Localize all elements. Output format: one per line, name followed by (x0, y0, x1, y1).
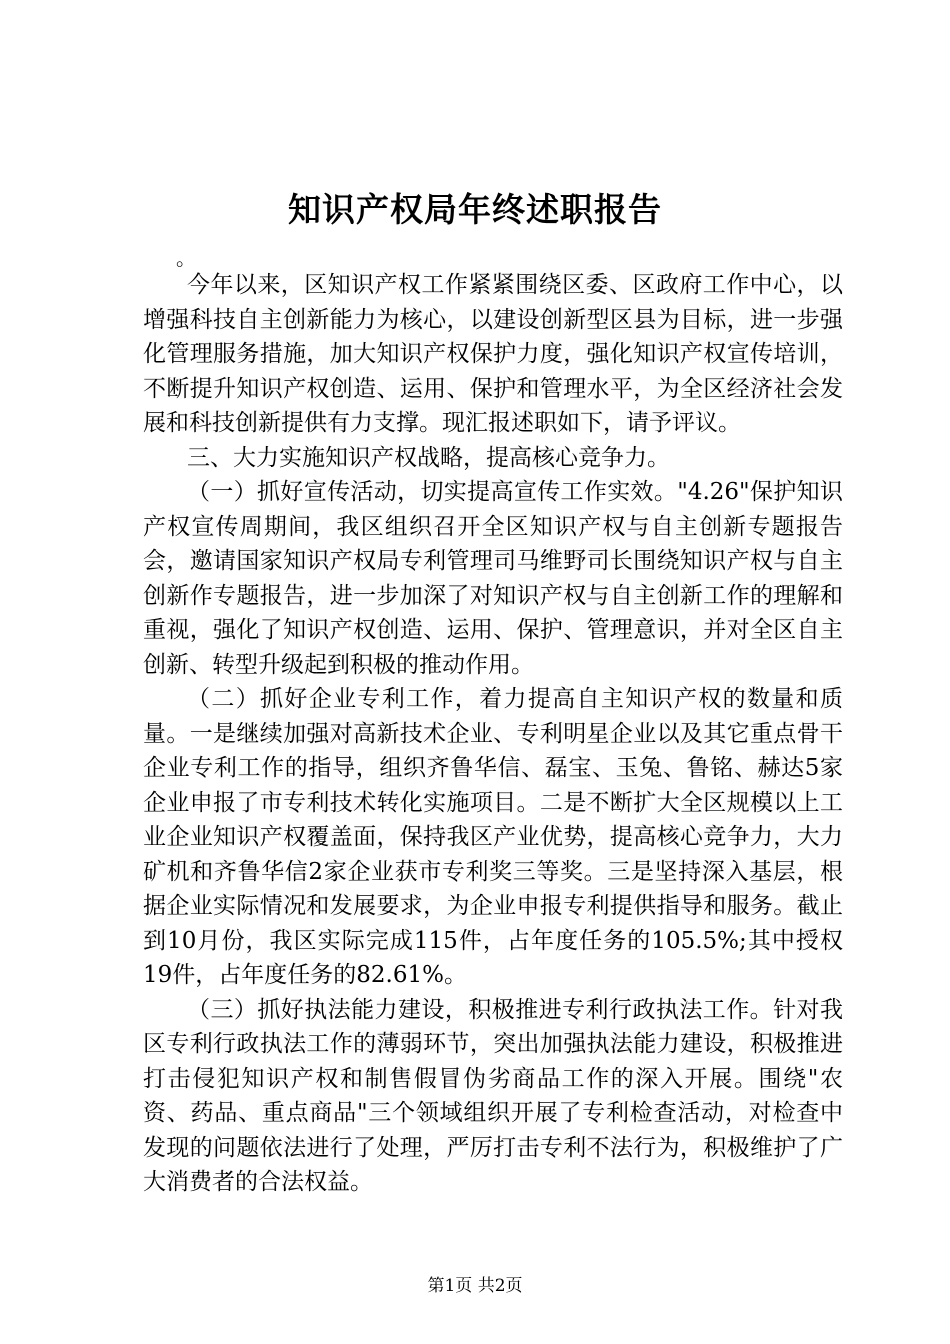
lead-mark: 。 (176, 246, 196, 270)
paragraph-patents: （二）抓好企业专利工作，着力提高自主知识产权的数量和质量。一是继续加强对高新技术企业、专利明星企业以及其它重点骨干企业专利工作的指导，组织齐鲁华信、磊宝、玉兔、鲁铭、赫达5家企业申报了市专利技术转化实施项目。二是不断扩大全区规模以上工业企业知识产权覆盖面，保持我区产业优势，提高核心竞争力，大力矿机和齐鲁华信2家企业获市专利奖三等奖。三是坚持深入基层，根据企业实际情况和发展要求，为企业申报专利提供指导和服务。截止到10月份，我区实际完成115件，占年度任务的105.5%;其中授权19件，占年度任务的82.61%。 (143, 686, 843, 988)
paragraph-publicity: （一）抓好宣传活动，切实提高宣传工作实效。"4.26"保护知识产权宣传周期间，我区组织召开全区知识产权与自主创新专题报告会，邀请国家知识产权局专利管理司马维野司长围绕知识产权与自主创新作专题报告，进一步加深了对知识产权与自主创新工作的理解和重视，强化了知识产权创造、运用、保护、管理意识，并对全区自主创新、转型升级起到积极的推动作用。 (143, 479, 843, 678)
paragraph-enforcement: （三）抓好执法能力建设，积极推进专利行政执法工作。针对我区专利行政执法工作的薄弱环节，突出加强执法能力建设，积极推进打击侵犯知识产权和制售假冒伪劣商品工作的深入开展。围绕"农资、药品、重点商品"三个领域组织开展了专利检查活动，对检查中发现的问题依法进行了处理，严厉打击专利不法行为，积极维护了广大消费者的合法权益。 (143, 996, 843, 1195)
section-heading: 三、大力实施知识产权战略，提高核心竞争力。 (187, 444, 670, 471)
document-title: 知识产权局年终述职报告 (288, 190, 662, 229)
paragraph-intro: 今年以来，区知识产权工作紧紧围绕区委、区政府工作中心，以增强科技自主创新能力为核心，以建设创新型区县为目标，进一步强化管理服务措施，加大知识产权保护力度，强化知识产权宣传培训，不断提升知识产权创造、运用、保护和管理水平，为全区经济社会发展和科技创新提供有力支撑。现汇报述职如下，请予评议。 (143, 272, 843, 436)
document-body (143, 268, 843, 1200)
page-footer: 第1页 共2页 (427, 1276, 523, 1296)
